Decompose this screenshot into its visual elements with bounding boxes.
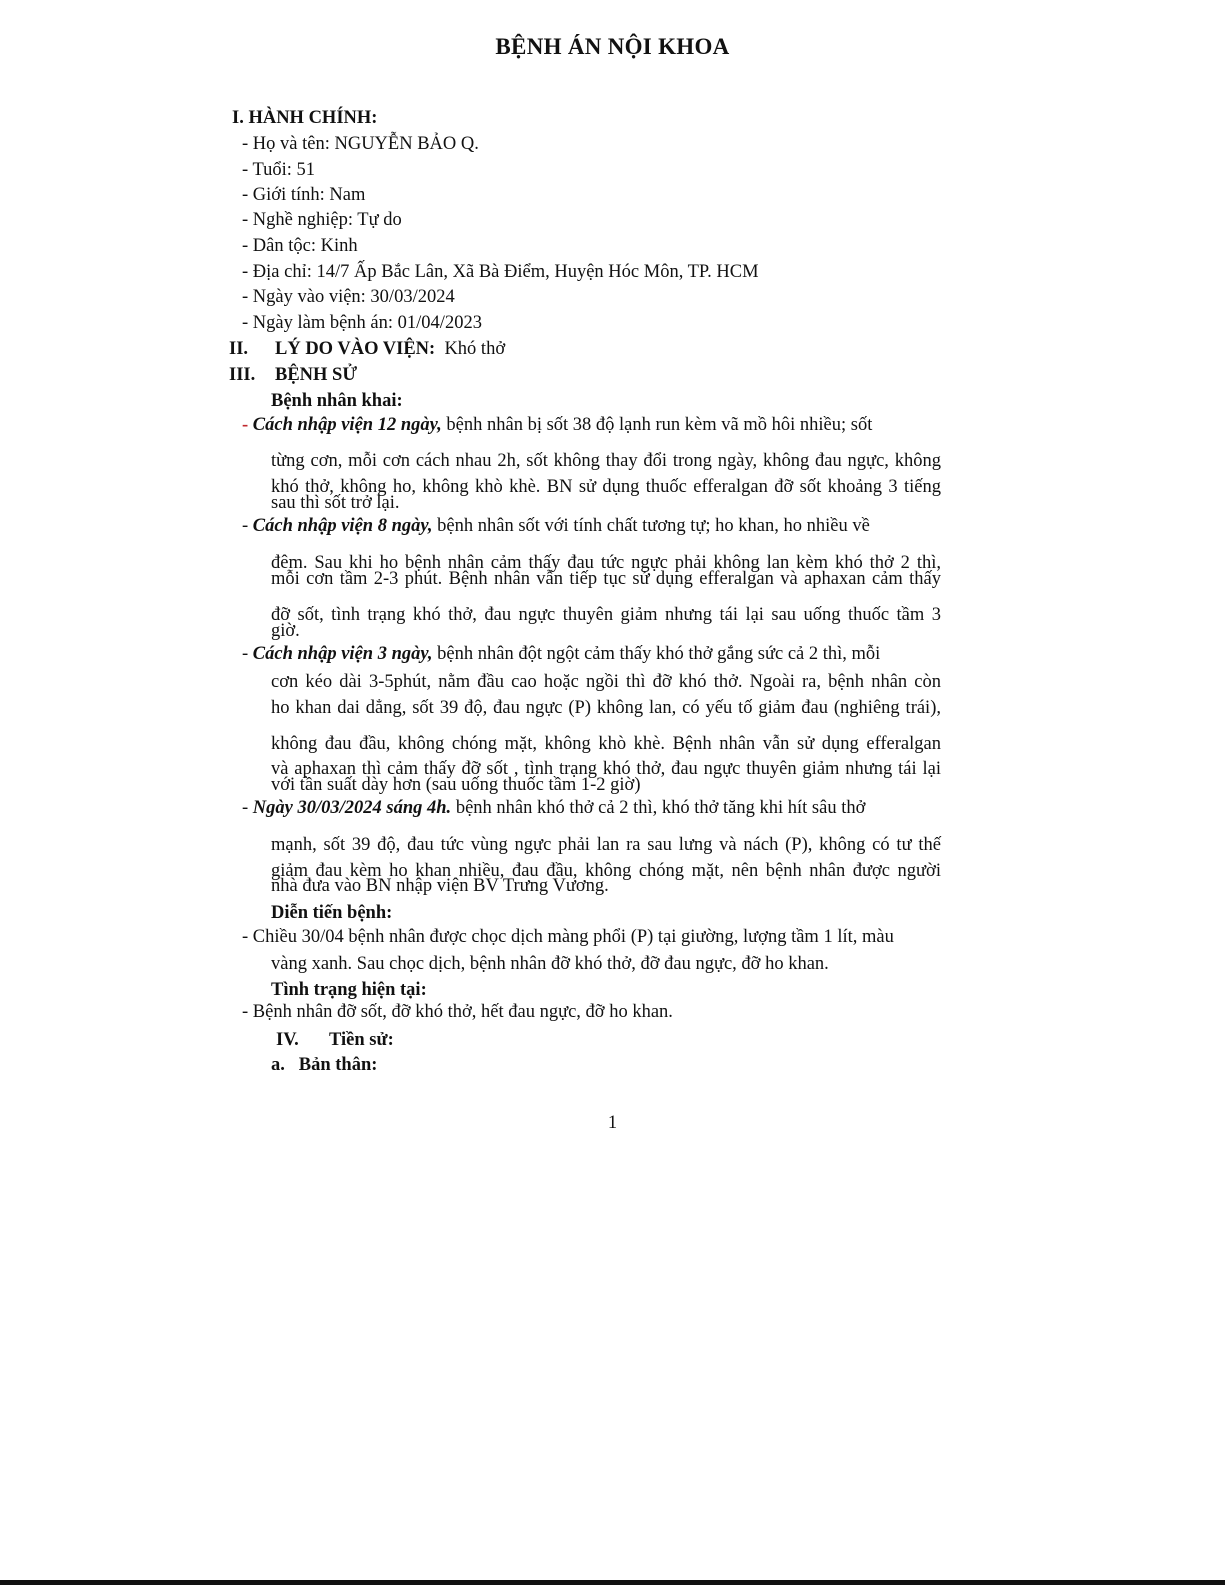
section-benh-su — [229, 365, 357, 385]
paragraph-3-ngay-line2: cơn kéo dài 3-5phút, nằm đầu cao hoặc ngồi thì đỡ khó thở. Ngoài ra, bệnh nhân còn — [271, 672, 941, 692]
paragraph-30-03-line4: nhà đưa vào BN nhập viện BV Trưng Vương. — [271, 876, 609, 896]
section-heading: Tiền sử: — [329, 1030, 394, 1050]
section-number: IV. — [276, 1030, 299, 1050]
paragraph-30-03-line1 — [242, 798, 926, 818]
paragraph-8-ngay-line3: mỗi cơn tầm 2-3 phút. Bệnh nhân vẫn tiếp tục sử dụng efferalgan và aphaxan cảm thấy — [271, 569, 941, 589]
paragraph-text: bệnh nhân khó thở cả 2 thì, khó thở tăng khi hít sâu thở — [455, 798, 866, 818]
paragraph-12-ngay-line2: từng cơn, mỗi cơn cách nhau 2h, sốt không thay đổi trong ngày, không đau ngực, không — [271, 451, 941, 471]
paragraph-lead: Cách nhập viện 12 ngày, — [252, 415, 442, 435]
info-dia-chi: - Địa chỉ: 14/7 Ấp Bắc Lân, Xã Bà Điểm, Huyện Hóc Môn, TP. HCM — [242, 262, 759, 282]
subheading-tinh-trang-hien-tai: Tình trạng hiện tại: — [271, 980, 427, 1000]
paragraph-8-ngay-line4: đỡ sốt, tình trạng khó thở, đau ngực thuyên giảm nhưng tái lại sau uống thuốc tầm 3 — [271, 605, 941, 625]
paragraph-3-ngay-line3: ho khan dai dẳng, sốt 39 độ, đau ngực (P) không lan, có yếu tố giảm đau (nghiêng trái), — [271, 698, 941, 718]
paragraph-3-ngay-line4: không đau đầu, không chóng mặt, không khò khè. Bệnh nhân vẫn sử dụng efferalgan — [271, 734, 941, 754]
page-bottom-border — [0, 1580, 1225, 1585]
paragraph-text: bệnh nhân đột ngột cảm thấy khó thở gắng sức cả 2 thì, mỗi — [437, 644, 881, 664]
bullet-dash: - — [242, 798, 249, 818]
paragraph-8-ngay-line1 — [242, 516, 932, 536]
paragraph-tinh-trang: - Bệnh nhân đỡ sốt, đỡ khó thở, hết đau ngực, đỡ ho khan. — [242, 1002, 673, 1022]
subheading-dien-tien-benh: Diễn tiến bệnh: — [271, 903, 393, 923]
paragraph-30-03-line3: giảm đau kèm ho khan nhiều, đau đầu, không chóng mặt, nên bệnh nhân được người — [271, 861, 941, 881]
paragraph-8-ngay-line5: giờ. — [271, 621, 300, 641]
bullet-dash: - — [242, 644, 249, 664]
section-number: II. — [229, 339, 249, 359]
subheading-ban-than: a. Bản thân: — [271, 1055, 378, 1075]
paragraph-8-ngay-line2: đêm. Sau khi ho bệnh nhân cảm thấy đau tức ngực phải không lan kèm khó thở 2 thì, — [271, 553, 941, 573]
paragraph-12-ngay-line4: sau thì sốt trở lại. — [271, 493, 400, 513]
section-number: III. — [229, 365, 256, 385]
paragraph-3-ngay-line1 — [242, 644, 926, 664]
paragraph-12-ngay-line1 — [242, 415, 925, 435]
paragraph-3-ngay-line6: với tần suất dày hơn (sau uống thuốc tầm 1-2 giờ) — [271, 775, 641, 795]
paragraph-30-03-line2: mạnh, sốt 39 độ, đau tức vùng ngực phải lan ra sau lưng và nách (P), không có tư thế — [271, 835, 941, 855]
section-heading: LÝ DO VÀO VIỆN: — [275, 339, 436, 359]
section-heading: BỆNH SỬ — [275, 365, 358, 385]
bullet-dash: - — [242, 516, 249, 536]
paragraph-lead: Ngày 30/03/2024 sáng 4h. — [252, 798, 452, 818]
info-dan-toc: - Dân tộc: Kinh — [242, 236, 358, 256]
info-ngay-lam-benh-an: - Ngày làm bệnh án: 01/04/2023 — [242, 313, 482, 333]
info-tuoi: - Tuổi: 51 — [242, 160, 316, 180]
subheading-benh-nhan-khai: Bệnh nhân khai: — [271, 391, 403, 411]
paragraph-lead: Cách nhập viện 8 ngày, — [252, 516, 433, 536]
section-tien-su — [276, 1030, 394, 1050]
paragraph-dien-tien-line2: vàng xanh. Sau chọc dịch, bệnh nhân đỡ khó thở, đỡ đau ngực, đỡ ho khan. — [271, 954, 829, 974]
bullet-dash: - — [242, 415, 249, 435]
section-ly-do-vao-vien — [229, 339, 505, 359]
info-ngay-vao-vien: - Ngày vào viện: 30/03/2024 — [242, 287, 455, 307]
info-gioi-tinh: - Giới tính: Nam — [242, 185, 366, 205]
paragraph-12-ngay-line3: khó thở, không ho, không khò khè. BN sử dụng thuốc efferalgan đỡ sốt khoảng 3 tiếng — [271, 477, 941, 497]
paragraph-3-ngay-line5: và aphaxan thì cảm thấy đỡ sốt , tình trạng khó thở, đau ngực thuyên giảm nhưng tái lại — [271, 759, 941, 779]
paragraph-text: bệnh nhân sốt với tính chất tương tự; ho khan, ho nhiều về — [437, 516, 870, 536]
paragraph-dien-tien-line1: - Chiều 30/04 bệnh nhân được chọc dịch màng phổi (P) tại giường, lượng tầm 1 lít, màu — [242, 927, 894, 947]
info-ho-ten: - Họ và tên: NGUYỄN BẢO Q. — [242, 134, 479, 154]
page-number: 1 — [607, 1113, 618, 1133]
section-value: Khó thở — [444, 339, 506, 359]
paragraph-lead: Cách nhập viện 3 ngày, — [252, 644, 433, 664]
section-hanh-chinh-heading: I. HÀNH CHÍNH: — [232, 108, 378, 128]
document-title: BỆNH ÁN NỘI KHOA — [495, 34, 730, 59]
info-nghe-nghiep: - Nghề nghiệp: Tự do — [242, 210, 402, 230]
paragraph-text: bệnh nhân bị sốt 38 độ lạnh run kèm vã mồ hôi nhiều; sốt — [446, 415, 873, 435]
